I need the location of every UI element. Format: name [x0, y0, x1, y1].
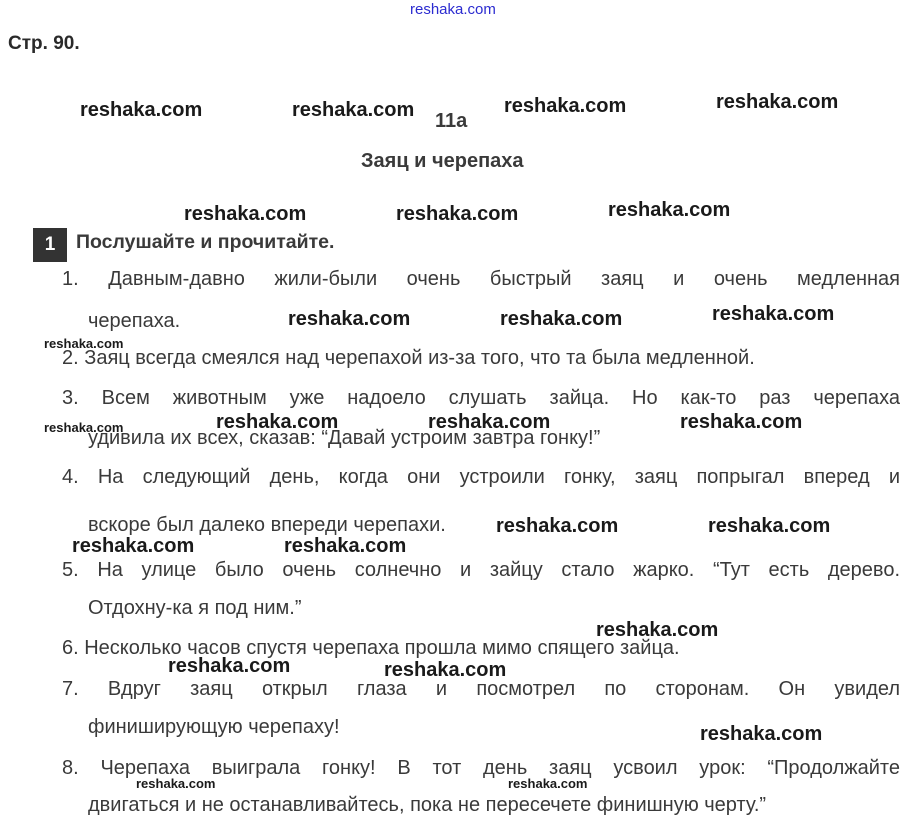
- watermark: reshaka.com: [716, 91, 839, 113]
- watermark: reshaka.com: [708, 515, 831, 537]
- story-line-3-cont: удивила их всех, сказав: “Давай устроим завтра гонку!”: [88, 427, 601, 449]
- watermark: reshaka.com: [608, 199, 731, 221]
- story-line-3: 3. Всем животным уже надоело слушать зайца. Но как-то раз черепаха: [62, 387, 900, 409]
- exercise-number-badge: 1: [33, 228, 67, 262]
- watermark: reshaka.com: [396, 203, 519, 225]
- watermark: reshaka.com: [288, 308, 411, 330]
- watermark: reshaka.com: [500, 308, 623, 330]
- watermark: reshaka.com: [72, 535, 195, 557]
- watermark: reshaka.com: [504, 95, 627, 117]
- watermark: reshaka.com: [496, 515, 619, 537]
- story-line-7: 7. Вдруг заяц открыл глаза и посмотрел по сторонам. Он увидел: [62, 678, 900, 700]
- site-watermark-top: reshaka.com: [410, 1, 496, 18]
- watermark-small: reshaka.com: [44, 420, 124, 435]
- watermark-small: reshaka.com: [508, 776, 588, 791]
- page-reference: Стр. 90.: [8, 33, 80, 54]
- watermark: reshaka.com: [680, 411, 803, 433]
- story-line-8-cont: двигаться и не останавливайтесь, пока не пересечете финишную черту.”: [88, 794, 767, 816]
- story-line-1-cont: черепаха.: [88, 310, 181, 332]
- story-line-8: 8. Черепаха выиграла гонку! В тот день заяц усвоил урок: “Продолжайте: [62, 757, 900, 779]
- story-line-4: 4. На следующий день, когда они устроили гонку, заяц попрыгал вперед и: [62, 466, 900, 488]
- story-line-1: 1. Давным-давно жили-были очень быстрый заяц и очень медленная: [62, 268, 900, 290]
- watermark: reshaka.com: [712, 303, 835, 325]
- watermark: reshaka.com: [184, 203, 307, 225]
- exercise-instruction: Послушайте и прочитайте.: [76, 231, 335, 253]
- story-line-2: 2. Заяц всегда смеялся над черепахой из-за того, что та была медленной.: [62, 347, 755, 369]
- unit-number: 11a: [435, 110, 468, 132]
- story-line-4-cont: вскоре был далеко впереди черепахи.: [88, 514, 446, 536]
- watermark-small: reshaka.com: [136, 776, 216, 791]
- watermark: reshaka.com: [700, 723, 823, 745]
- watermark-small: reshaka.com: [44, 336, 124, 351]
- watermark: reshaka.com: [80, 99, 203, 121]
- lesson-title: Заяц и черепаха: [361, 150, 524, 172]
- watermark: reshaka.com: [168, 655, 291, 677]
- watermark: reshaka.com: [428, 411, 551, 433]
- story-line-6: 6. Несколько часов спустя черепаха прошла мимо спящего зайца.: [62, 637, 680, 659]
- watermark: reshaka.com: [596, 619, 719, 641]
- story-line-5-cont: Отдохну-ка я под ним.”: [88, 597, 302, 619]
- watermark: reshaka.com: [284, 535, 407, 557]
- watermark: reshaka.com: [292, 99, 415, 121]
- watermark: reshaka.com: [384, 659, 507, 681]
- story-line-5: 5. На улице было очень солнечно и зайцу стало жарко. “Тут есть дерево.: [62, 559, 900, 581]
- watermark: reshaka.com: [216, 411, 339, 433]
- story-line-7-cont: финиширующую черепаху!: [88, 716, 340, 738]
